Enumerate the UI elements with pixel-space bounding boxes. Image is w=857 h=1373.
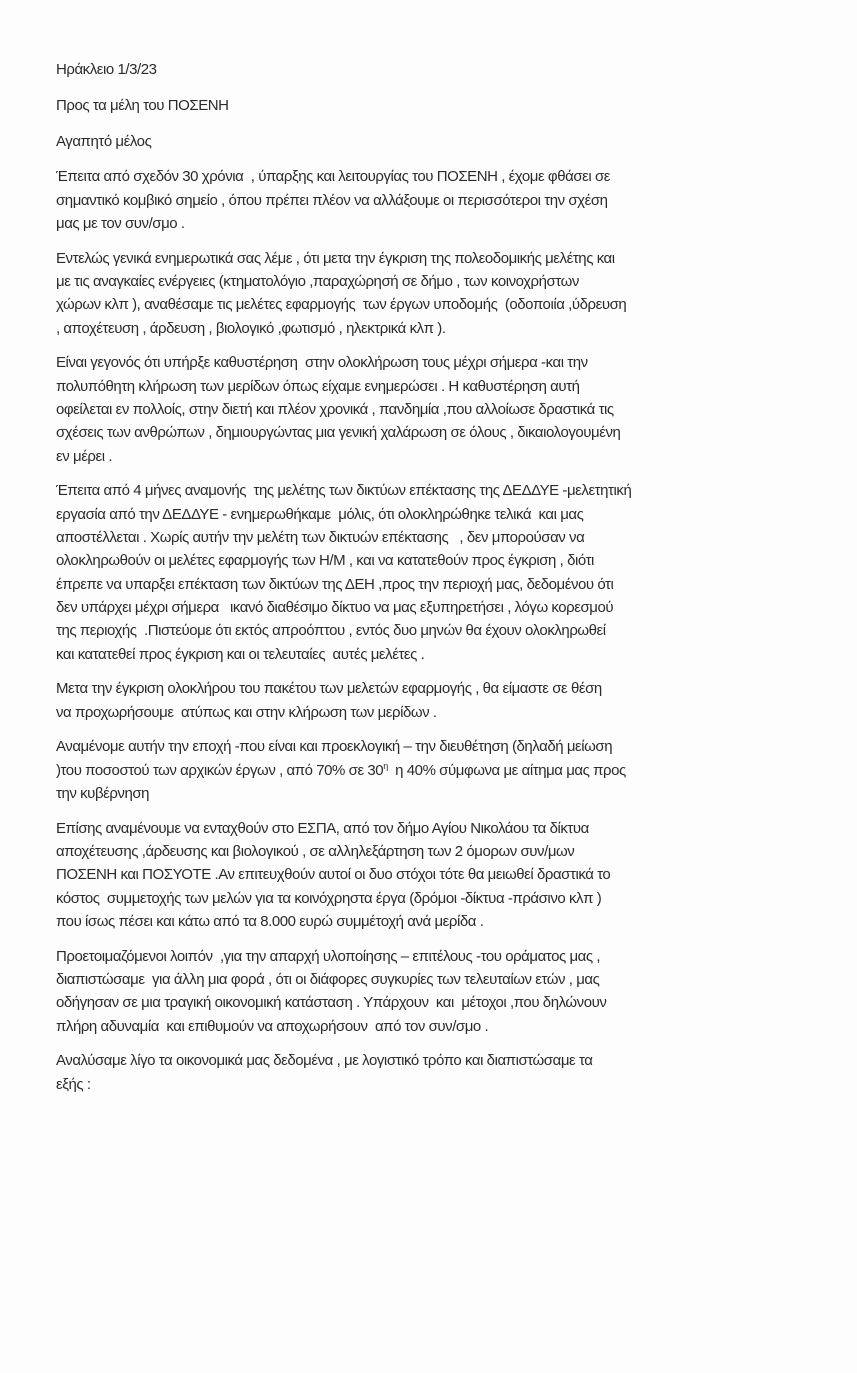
paragraph-line: Μετα την έγκριση ολοκλήρου του πακέτου των μελετών εφαρμογής , θα είμαστε σε θέση bbox=[56, 680, 602, 698]
paragraph-line: ΠΟΣΕΝΗ και ΠΟΣΥΟΤΕ .Αν επιτευχθούν αυτοί οι δυο στόχοι τότε θα μειωθεί δραστικά το bbox=[56, 866, 611, 884]
paragraph-line: να προχωρήσουμε ατύπως και στην κλήρωση των μερίδων . bbox=[56, 703, 437, 721]
paragraph-line: Αναλύσαμε λίγο τα οικονομικά μας δεδομένα , με λογιστικό τρόπο και διαπιστώσαμε τα bbox=[56, 1052, 593, 1070]
superscript: η bbox=[383, 760, 388, 771]
paragraph-line: πλήρη αδυναμία και επιθυμούν να αποχωρήσουν από τον συν/σμο . bbox=[56, 1017, 489, 1035]
letter-body bbox=[56, 58, 826, 1108]
paragraph-line: εν μέρει . bbox=[56, 447, 113, 465]
paragraph-line: οδήγησαν σε μια τραγική οικονομική κατάσταση . Υπάρχουν και μέτοχοι ,που δηλώνουν bbox=[56, 994, 607, 1012]
line-end: η 40% σύμφωνα με αίτημα μας προς bbox=[387, 761, 626, 779]
place-date: Ηράκλειο 1/3/23 bbox=[56, 61, 157, 78]
line-start: )του ποσοστού των αρχικών έργων , από 70% σε 30 bbox=[56, 761, 384, 779]
paragraph-line: Έπειτα από σχεδόν 30 χρόνια , ύπαρξης και λειτουργίας του ΠΟΣΕΝΗ , έχομε φθάσει σε bbox=[56, 168, 611, 186]
paragraph-line: της περιοχής .Πιστεύομε ότι εκτός απροόπτου , εντός δυο μηνών θα έχουν ολοκληρωθεί bbox=[56, 622, 606, 640]
paragraph-line: Επίσης αναμένουμε να ενταχθούν στο ΕΣΠΑ, από τον δήμο Αγίου Νικολάου τα δίκτυα bbox=[56, 819, 589, 837]
paragraph-line: εργασία από την ΔΕΔΔΥΕ - ενημερωθήκαμε μόλις, ότι ολοκληρώθηκε τελικά και μας bbox=[56, 505, 584, 523]
paragraph-line-with-superscript bbox=[56, 759, 826, 782]
paragraph-line: αποχέτευσης ,άρδευσης και βιολογικού , σε αλληλεξάρτηση των 2 όμορων συν/μων bbox=[56, 843, 575, 861]
paragraph-line: σχέσεις των ανθρώπων , δημιουργώντας μια γενική χαλάρωση σε όλους , δικαιολογουμένη bbox=[56, 424, 621, 442]
paragraph-line: εξής : bbox=[56, 1075, 91, 1093]
paragraph-8 bbox=[56, 945, 826, 1038]
paragraph-line: πολυπόθητη κλήρωση των μερίδων όπως είχαμε ενημερώσει . Η καθυστέρηση αυτή bbox=[56, 377, 580, 395]
paragraph-5 bbox=[56, 677, 826, 724]
paragraph-line: δεν υπάρχει μέχρι σήμερα ικανό διαθέσιμο δίκτυο να μας εξυπηρετήσει , λόγω κορεσμού bbox=[56, 598, 614, 616]
paragraph-3 bbox=[56, 351, 826, 467]
paragraph-line: σημαντικό κομβικό σημείο , όπου πρέπει πλέον να αλλάξουμε οι περισσότεροι την σχέση bbox=[56, 191, 608, 209]
paragraph-6 bbox=[56, 735, 826, 805]
paragraph-line: οφείλεται εν πολλοίς, στην διετή και πλέον χρονικά , πανδημία ,που αλλοίωσε δραστικά τις bbox=[56, 401, 614, 419]
paragraph-line: χώρων κλπ ), αναθέσαμε τις μελέτες εφαρμογής των έργων υποδομής (οδοποιία ,ύδρευση bbox=[56, 296, 627, 314]
paragraph-line: Έπειτα από 4 μήνες αναμονής της μελέτης των δικτύων επέκτασης της ΔΕΔΔΥΕ -μελετητική bbox=[56, 482, 632, 500]
paragraph-4 bbox=[56, 479, 826, 665]
paragraph-line: Είναι γεγονός ότι υπήρξε καθυστέρηση στην ολοκλήρωση τους μέχρι σήμερα -και την bbox=[56, 354, 588, 372]
paragraph-1 bbox=[56, 165, 826, 235]
paragraph-line: , αποχέτευση , άρδευση , βιολογικό ,φωτισμό , ηλεκτρικά κλπ ). bbox=[56, 319, 446, 337]
paragraph-line: κόστος συμμετοχής των μελών για τα κοινόχρηστα έργα (δρόμοι -δίκτυα -πράσινο κλπ ) bbox=[56, 889, 602, 907]
paragraph-9 bbox=[56, 1049, 826, 1096]
paragraph-2 bbox=[56, 247, 826, 340]
paragraph-line: αποστέλλεται . Χωρίς αυτήν την μελέτη των δικτυών επέκτασης , δεν μπορούσαν να bbox=[56, 529, 585, 547]
paragraph-line: με τις αναγκαίες ενέργειες (κτηματολόγιο ,παραχώρησή σε δήμο , των κοινοχρήστων bbox=[56, 273, 579, 291]
paragraph-line: έπρεπε να υπαρξει επέκταση των δικτύων της ΔΕΗ ,προς την περιοχή μας, δεδομένου ότι bbox=[56, 575, 614, 593]
recipient-line: Προς τα μέλη του ΠΟΣΕΝΗ bbox=[56, 96, 229, 114]
paragraph-line: Προετοιμαζόμενοι λοιπόν ,για την απαρχή υλοποίησης – επιτέλους -του οράματος μας , bbox=[56, 947, 601, 965]
paragraph-line: Εντελώς γενικά ενημερωτικά σας λέμε , ότι μετα την έγκριση της πολεοδομικής μελέτης και bbox=[56, 249, 615, 267]
salutation: Αγαπητό μέλος bbox=[56, 132, 152, 150]
paragraph-7 bbox=[56, 817, 826, 933]
paragraph-line: ολοκληρωθούν οι μελέτες εφαρμογής των Η/Μ , και να κατατεθούν προς έγκριση , διότι bbox=[56, 552, 594, 570]
paragraph-line: την κυβέρνηση bbox=[56, 785, 150, 803]
paragraph-line: διαπιστώσαμε για άλλη μια φορά , ότι οι διάφορες συγκυρίες των τελευταίων ετών , μας bbox=[56, 971, 600, 989]
paragraph-line: Αναμένομε αυτήν την εποχή -που είναι και προεκλογική – την διευθέτηση (δηλαδή μείωση bbox=[56, 738, 613, 756]
paragraph-line: μας με τον συν/σμο . bbox=[56, 214, 185, 232]
paragraph-line: που ίσως πέσει και κάτω από τα 8.000 ευρώ συμμέτοχή ανά μερίδα . bbox=[56, 913, 484, 930]
paragraph-line: και κατατεθεί προς έγκριση και οι τελευταίες αυτές μελέτες . bbox=[56, 645, 425, 663]
